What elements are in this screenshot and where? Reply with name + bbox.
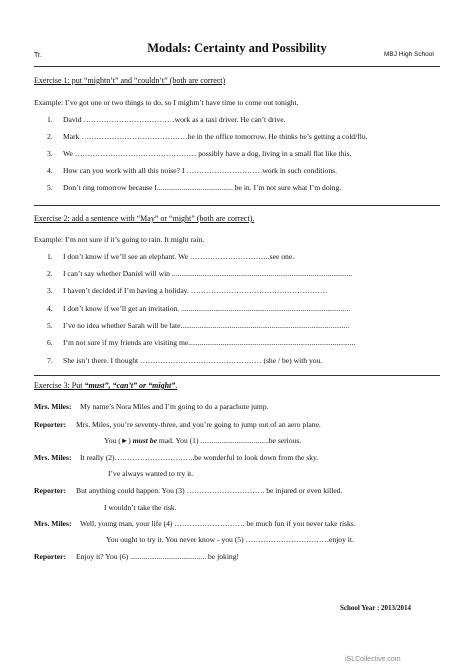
exercise1-item: Don’t ring tomorrow because I........................................ be in. I’m not sure what I’m doing. <box>63 183 342 192</box>
exercise2-item: I don’t know if we’ll see an elephant. We …………………………..see one. <box>63 252 295 261</box>
divider-top <box>34 66 440 67</box>
dialogue-speaker: Mrs. Miles: <box>34 402 72 411</box>
dialogue-speaker: Reporter: <box>34 552 67 561</box>
header-left-label: Tr. <box>34 52 42 59</box>
dialogue-line: I wouldn’t take the risk. <box>104 503 177 512</box>
exercise3-title <box>34 381 177 390</box>
page-title: Modals: Certainty and Possibility <box>147 41 327 55</box>
dialogue-speaker: Reporter: <box>34 486 67 495</box>
exercise2-item-number: 6. <box>47 338 53 347</box>
exercise3-title-prefix: Exercise 3: Put <box>34 381 85 390</box>
dialogue-line: But anything could happen. You (3) …………………………. be injured or even killed. <box>76 486 343 495</box>
exercise2-item-number: 3. <box>47 286 53 295</box>
exercise2-item: I haven’t decided if I’m having a holiday. ……………………………………………… <box>63 286 328 295</box>
exercise2-item-number: 5. <box>47 321 53 330</box>
exercise1-item: Mark ……………………………………be in the office tomorrow. He thinks he’s getting a cold/flu. <box>63 132 368 141</box>
exercise1-item: How can you work with all this noise? I …………………………work in such conditions. <box>63 166 337 175</box>
brand-watermark: iSLCollective.com <box>345 656 401 663</box>
exercise2-item: I can’t say whether Daniel will win ............................................................................................... <box>63 269 353 278</box>
example-text-start: You (►) <box>104 436 133 445</box>
dialogue-line-example <box>104 436 301 445</box>
exercise1-title: Exercise 1: put “mightn’t” and “couldn’t” (both are correct) <box>34 76 226 85</box>
exercise2-example: Example: I’m not sure if it’s going to rain. It might rain. <box>34 235 205 244</box>
divider-2 <box>34 375 440 376</box>
exercise2-item-number: 7. <box>47 356 53 365</box>
dialogue-line: My name’s Nora Miles and I’m going to do a parachute jump. <box>80 402 269 411</box>
exercise2-item-number: 1. <box>47 252 53 261</box>
exercise2-item: I’ve no idea whether Sarah will be late......................................................................................... <box>63 321 350 330</box>
exercise1-item-number: 5. <box>47 183 53 192</box>
exercise1-item-number: 3. <box>47 149 53 158</box>
exercise3-title-modals: “must”, “can’t” or “might” <box>84 381 176 390</box>
exercise2-item-number: 4. <box>47 304 53 313</box>
exercise1-item-number: 2. <box>47 132 53 141</box>
dialogue-speaker: Mrs. Miles: <box>34 453 72 462</box>
dialogue-line: Enjoy it? You (6) ........................................ be joking! <box>76 552 240 561</box>
school-name: MBJ High School <box>384 51 434 58</box>
dialogue-line: It really (2)…………………………..be wonderful to look down from the sky. <box>80 453 319 462</box>
exercise2-item: I don’t know if we’ll get an invitation. ......................................................................................... <box>63 304 351 313</box>
exercise2-item: I’m not sure if my friends are visiting me........................................................................................ <box>63 338 356 347</box>
example-answer: must be <box>132 436 157 445</box>
exercise3-title-suffix: . <box>175 381 178 390</box>
dialogue-line: You ought to try it. You never know - you (5) ……………………………enjoy it. <box>106 535 354 544</box>
school-year: School Year : 2013/2014 <box>340 604 411 612</box>
exercise2-item-number: 2. <box>47 269 53 278</box>
exercise1-item: David ………………………………work as a taxi driver. He can’t drive. <box>63 115 286 124</box>
exercise1-example: Example: I’ve got one or two things to do, so I mightn’t have time to come out tonight. <box>34 98 299 107</box>
exercise2-title: Exercise 2: add a sentence with “May” or “might” (both are correct). <box>34 214 255 223</box>
dialogue-line: I’ve always wanted to try it. <box>108 469 194 478</box>
example-text-end: mad. You (1) ....................................be serious. <box>156 436 302 445</box>
dialogue-line: Mrs. Miles, you’re seventy-three, and you’re going to jump out of an aero plane. <box>76 420 321 429</box>
exercise1-item-number: 4. <box>47 166 53 175</box>
dialogue-line: Well, young man, your life (4) ………………………. be much fun if you never take risks. <box>80 519 356 528</box>
exercise1-item: We ………………………………………… possibly have a dog, living in a small flat like this. <box>63 149 352 158</box>
dialogue-speaker: Reporter: <box>34 420 67 429</box>
exercise2-item: She isn’t there. I thought ………………………………………… (she / be) with you. <box>63 356 323 365</box>
exercise1-item-number: 1. <box>47 115 53 124</box>
dialogue-speaker: Mrs. Miles: <box>34 519 72 528</box>
divider-1 <box>34 205 440 206</box>
